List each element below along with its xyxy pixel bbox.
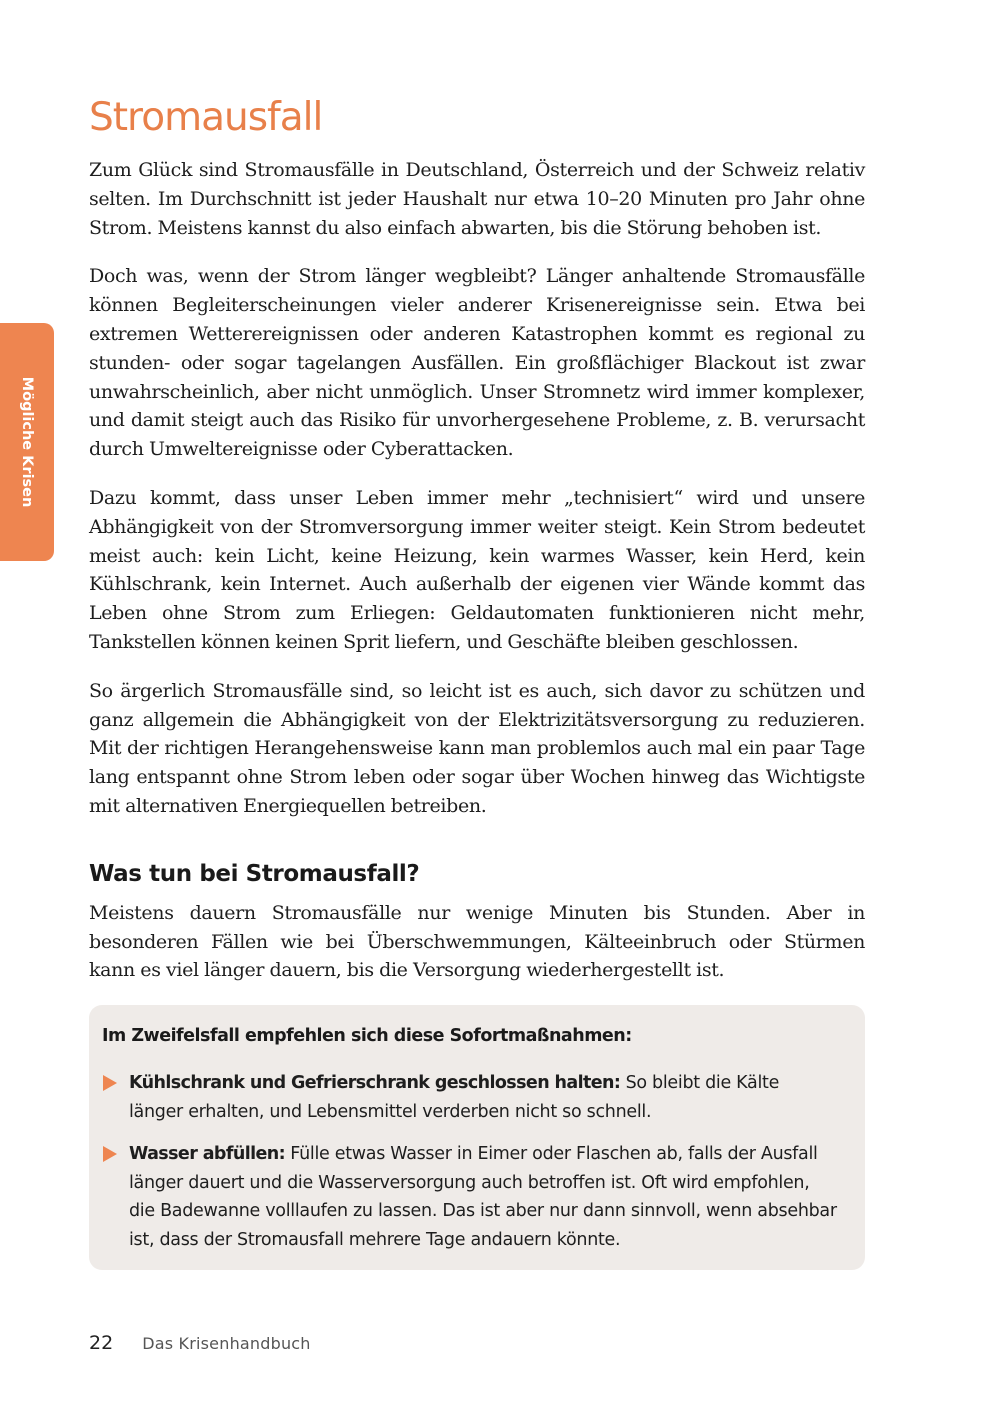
list-item-lead: Wasser abfüllen: bbox=[129, 1144, 286, 1165]
chapter-side-tab bbox=[0, 323, 54, 561]
list-item bbox=[102, 1140, 837, 1254]
chapter-side-tab-label: Mögliche Krisen bbox=[19, 376, 35, 508]
page-footer bbox=[89, 1332, 311, 1354]
list-item-text bbox=[129, 1140, 837, 1254]
paragraph: Dazu kommt, dass unser Leben immer mehr „technisiert“ wird und unsere Abhängigkeit von der Stromversorgung immer weiter steigt. Kein Strom bedeutet meist auch: kein Licht, keine Heizung, kein warmes Wasser, kein Herd, kein Kühlschrank, kein Internet. Auch außerhalb der eigenen vier Wände kommt das Leben ohne Strom zum Erliegen: Geldautomaten funktionieren nicht mehr, Tankstellen können keinen Sprit liefern, und Geschäfte bleiben geschlossen. bbox=[89, 486, 865, 653]
paragraph: Doch was, wenn der Strom länger wegbleibt? Länger anhaltende Stromausfälle können Begleiterscheinungen vieler anderer Krisenereignisse sein. Etwa bei extremen Wetterereignissen oder anderen Katastrophen kommt es regional zu stunden- oder sogar tagelangen Ausfällen. Ein großflächiger Blackout ist zwar unwahrscheinlich, aber nicht unmöglich. Unser Stromnetz wird immer komplexer, und damit steigt auch das Risiko für unvorhergesehene Probleme, z. B. verursacht durch Umweltereignisse oder Cyberattacken. bbox=[89, 265, 865, 461]
page-number: 22 bbox=[89, 1332, 114, 1354]
page-content bbox=[89, 96, 865, 1270]
list-item-text bbox=[129, 1069, 837, 1126]
tip-box-title: Im Zweifelsfall empfehlen sich diese Sofortmaßnahmen: bbox=[102, 1026, 632, 1047]
paragraph: Zum Glück sind Stromausfälle in Deutschland, Österreich und der Schweiz relativ selten. Im Durchschnitt ist jeder Haushalt nur etwa 10–20 Minuten pro Jahr ohne Strom. Meistens kannst du also einfach abwarten, bis die Störung behoben ist. bbox=[89, 159, 865, 239]
list-item bbox=[102, 1069, 837, 1126]
subsection-heading: Was tun bei Stromausfall? bbox=[89, 860, 420, 887]
triangle-bullet-icon bbox=[103, 1146, 117, 1162]
book-title: Das Krisenhandbuch bbox=[142, 1334, 311, 1353]
list-item-body: So bleibt die Kälte länger erhalten, und Lebensmittel verderben nicht so schnell. bbox=[129, 1073, 780, 1122]
section-heading: Stromausfall bbox=[89, 95, 323, 140]
list-item-lead: Kühlschrank und Gefrierschrank geschlossen halten: bbox=[129, 1073, 621, 1094]
triangle-bullet-icon bbox=[103, 1075, 117, 1091]
paragraph: So ärgerlich Stromausfälle sind, so leicht ist es auch, sich davor zu schützen und ganz allgemein die Abhängigkeit von der Elektrizitätsversorgung zu reduzieren. Mit der richtigen Herangehensweise kann man problemlos auch mal ein paar Tage lang entspannt ohne Strom leben oder sogar über Wochen hinweg das Wichtigste mit alternativen Energiequellen betreiben. bbox=[89, 679, 865, 817]
tip-box bbox=[89, 1005, 865, 1270]
paragraph: Meistens dauern Stromausfälle nur wenige Minuten bis Stunden. Aber in besonderen Fällen wie bei Überschwemmungen, Kälteeinbruch oder Stürmen kann es viel länger dauern, bis die Versorgung wiederhergestellt ist. bbox=[89, 901, 865, 982]
list-item-body: Fülle etwas Wasser in Eimer oder Flaschen ab, falls der Ausfall länger dauert und die Wasserversorgung auch betroffen ist. Oft wird empfohlen, die Badewanne volllaufen zu lassen. Das ist aber nur dann sinnvoll, wenn absehbar ist, dass der Stromausfall mehrere Tage andauern könnte. bbox=[129, 1144, 837, 1250]
